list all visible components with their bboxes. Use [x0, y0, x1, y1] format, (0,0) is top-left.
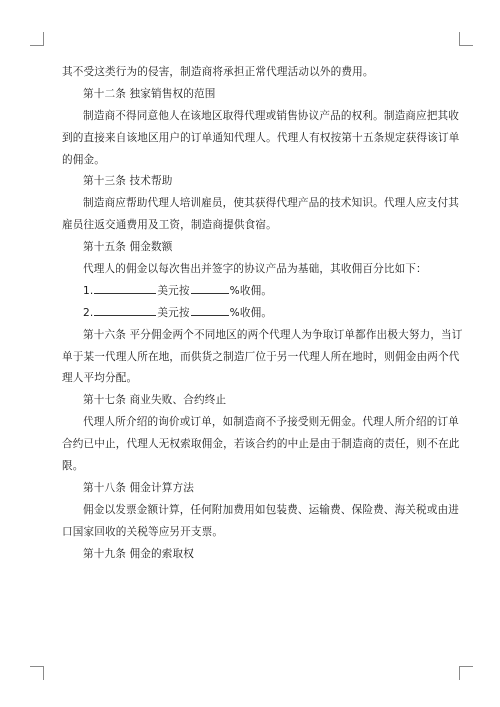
commission-item	[62, 303, 442, 325]
crop-mark-top-right	[459, 32, 473, 46]
text-line: 佣金以发票金额计算，任何附加费用如包装费、运输费、保险费、海关税或由进	[83, 503, 460, 516]
crop-mark-bottom-right	[459, 666, 473, 680]
article-heading: 第十三条 技术帮助	[83, 175, 173, 188]
text-line: 单于某一代理人所在地，而供货之制造厂位于另一代理人所在地时，则佣金由两个代	[62, 350, 460, 363]
text-line: 的佣金。	[62, 153, 105, 166]
item-suffix: %收佣。	[229, 284, 273, 297]
amount-blank	[94, 304, 156, 316]
text-line: 口国家回收的关税等应另开支票。	[62, 525, 224, 538]
text-line: 第十六条 平分佣金两个不同地区的两个代理人为争取订单都作出极大努力，当订	[83, 328, 463, 341]
commission-item	[62, 281, 442, 303]
text-line: 合约已中止，代理人无权索取佣金，若该合约的中止是由于制造商的责任，则不在此	[62, 438, 460, 451]
item-number: 1.	[83, 284, 94, 297]
text-line: 代理人的佣金以每次售出并签字的协议产品为基础，其收佣百分比如下：	[83, 263, 427, 276]
crop-mark-top-left	[30, 32, 44, 46]
article-heading: 第十八条 佣金计算方法	[83, 481, 194, 494]
crop-mark-bottom-left	[30, 666, 44, 680]
text-line: 到的直接来自该地区用户的订单通知代理人。代理人有权按第十五条规定获得该订单	[62, 131, 460, 144]
item-unit: 美元按	[157, 284, 190, 297]
text-line: 理人平均分配。	[62, 372, 138, 385]
article-heading: 第十五条 佣金数额	[83, 241, 173, 254]
item-number: 2.	[83, 306, 94, 319]
item-suffix: %收佣。	[229, 306, 273, 319]
amount-blank	[94, 282, 156, 294]
article-heading: 第十二条 独家销售权的范围	[83, 87, 216, 100]
item-unit: 美元按	[157, 306, 190, 319]
text-line: 雇员往返交通费用及工资，制造商提供食宿。	[62, 219, 277, 232]
article-heading: 第十九条 佣金的索取权	[83, 547, 194, 560]
text-line: 制造商不得同意他人在该地区取得代理或销售协议产品的权利。制造商应把其收	[83, 109, 460, 122]
article-heading: 第十七条 商业失败、合约终止	[83, 394, 227, 407]
percent-blank	[191, 282, 229, 294]
text-line: 其不受这类行为的侵害，制造商将承担正常代理活动以外的费用。	[62, 66, 374, 78]
document-body	[62, 62, 463, 565]
percent-blank	[191, 304, 229, 316]
text-line: 代理人所介绍的询价或订单，如制造商不予接受则无佣金。代理人所介绍的订单	[83, 416, 460, 429]
text-line: 制造商应帮助代理人培训雇员，使其获得代理产品的技术知识。代理人应支付其	[83, 197, 460, 210]
text-line: 限。	[62, 460, 84, 473]
